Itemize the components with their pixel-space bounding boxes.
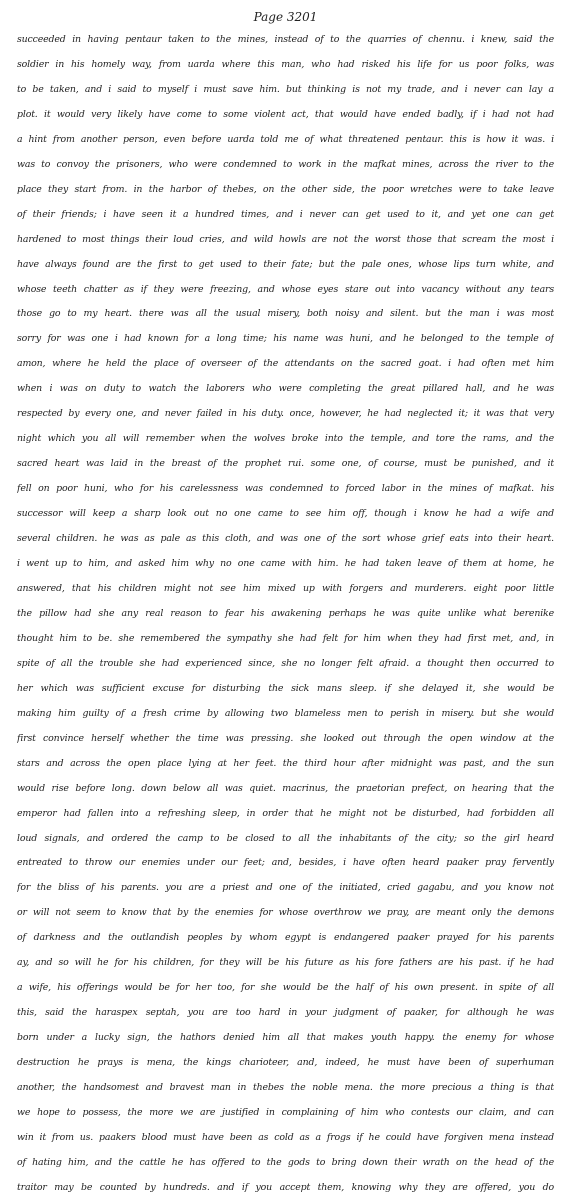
text-line: amon, where he held the place of overseer of the attendants on the sacred goat. i had often met him (17, 358, 554, 370)
text-line: hardened to most things their loud cries, and wild howls are not the worst those that scream the most i (17, 233, 554, 245)
text-line: place they start from. in the harbor of thebes, on the other side, the poor wretches were to take leave (17, 183, 554, 195)
text-line: spite of all the trouble she had experienced since, she no longer felt afraid. a thought then occurred to (17, 657, 554, 669)
text-line: the pillow had she any real reason to fear his awakening perhaps he was quite unlike what berenike (17, 607, 554, 619)
text-line: making him guilty of a fresh crime by allowing two blameless men to perish in misery. but she would (17, 707, 554, 719)
text-line: a wife, his offerings would be for her too, for she would be the half of his own present. in spite of all (17, 982, 554, 994)
text-line: born under a lucky sign, the hathors denied him all that makes youth happy. the enemy for whose (17, 1032, 554, 1044)
text-line: of darkness and the outlandish peoples by whom egypt is endangered paaker prayed for his parents (17, 932, 554, 944)
text-line: stars and across the open place lying at her feet. the third hour after midnight was past, and the sun (17, 757, 554, 769)
text-line: answered, that his children might not see him mixed up with forgers and murderers. eight poor little (17, 582, 554, 594)
text-line: respected by every one, and never failed in his duty. once, however, he had neglected it; it was that very (17, 408, 554, 420)
text-line: we hope to possess, the more we are justified in complaining of him who contests our claim, and can (17, 1106, 554, 1118)
text-line: plot. it would very likely have come to some violent act, that would have ended badly, if i had not had (17, 108, 554, 120)
text-line: sorry for was one i had known for a long time; his name was huni, and he belonged to the temple of (17, 333, 554, 345)
text-line: loud signals, and ordered the camp to be closed to all the inhabitants of the city; so the girl heard (17, 832, 554, 844)
text-line: would rise before long. down below all was quiet. macrinus, the praetorian prefect, on hearing that the (17, 782, 554, 794)
text-line: her which was sufficient excuse for disturbing the sick mans sleep. if she delayed it, she would be (17, 682, 554, 694)
body-text (17, 28, 554, 1201)
text-line: whose teeth chatter as if they were freezing, and whose eyes stare out into vacancy without any tears (17, 283, 554, 295)
text-line: when i was on duty to watch the laborers who were completing the great pillared hall, and he was (17, 383, 554, 395)
text-line: sacred heart was laid in the breast of the prophet rui. some one, of course, must be punished, and it (17, 458, 554, 470)
text-line: those go to my heart. there was all the usual misery, both noisy and silent. but the man i was most (17, 308, 554, 320)
text-line: entreated to throw our enemies under our feet; and, besides, i have often heard paaker pray fervently (17, 857, 554, 869)
text-line: ay, and so will he for his children, for they will be his future as his fore fathers are his past. if he had (17, 957, 554, 969)
text-line: soldier in his homely way, from uarda where this man, who had risked his life for us poor folks, was (17, 58, 554, 70)
text-line: succeeded in having pentaur taken to the mines, instead of to the quarries of chennu. i knew, said the (17, 34, 554, 45)
text-line: successor will keep a sharp look out no one came to see him off, though i know he had a wife and (17, 508, 554, 520)
text-line: i went up to him, and asked him why no one came with him. he had taken leave of them at home, he (17, 558, 554, 570)
text-line: thought him to be. she remembered the sympathy she had felt for him when they had first met, and, in (17, 632, 554, 644)
text-line: for the bliss of his parents. you are a priest and one of the initiated, cried gagabu, and you know not (17, 882, 554, 894)
text-line: to be taken, and i said to myself i must save him. but thinking is not my trade, and i never can lay a (17, 83, 554, 95)
text-line: have always found are the first to get used to their fate; but the pale ones, whose lips turn white, and (17, 258, 554, 270)
text-line: fell on poor huni, who for his carelessness was condemned to forced labor in the mines of mafkat. his (17, 483, 554, 495)
text-line: emperor had fallen into a refreshing sleep, in order that he might not be disturbed, had forbidden all (17, 807, 554, 819)
text-line: or will not seem to know that by the enemies for whose overthrow we pray, are meant only the demons (17, 907, 554, 919)
text-line: this, said the haraspex septah, you are too hard in your judgment of paaker, for although he was (17, 1007, 554, 1019)
text-line: several children. he was as pale as this cloth, and was one of the sort whose grief eats into their heart. (17, 533, 554, 545)
text-line: of hating him, and the cattle he has offered to the gods to bring down their wrath on the head of the (17, 1156, 554, 1168)
text-line: first convince herself whether the time was pressing. she looked out through the open window at the (17, 732, 554, 744)
text-line: destruction he prays is mena, the kings charioteer, and, indeed, he must have been of superhuman (17, 1057, 554, 1069)
text-line: of their friends; i have seen it a hundred times, and i never can get used to it, and yet one can get (17, 208, 554, 220)
text-line: traitor may be counted by hundreds. and if you accept them, knowing why they are offered, you do (17, 1181, 554, 1193)
page-number: Page 3201 (253, 10, 318, 24)
text-line: a hint from another person, even before uarda told me of what threatened pentaur. this is how it was. i (17, 133, 554, 145)
text-line: win it from us. paakers blood must have been as cold as a frogs if he could have forgiven mena instead (17, 1131, 554, 1143)
text-line: night which you all will remember when the wolves broke into the temple, and tore the rams, and the (17, 433, 554, 445)
text-line: was to convoy the prisoners, who were condemned to work in the mafkat mines, across the river to the (17, 158, 554, 170)
text-line: another, the handsomest and bravest man in thebes the noble mena. the more precious a thing is that (17, 1082, 554, 1094)
